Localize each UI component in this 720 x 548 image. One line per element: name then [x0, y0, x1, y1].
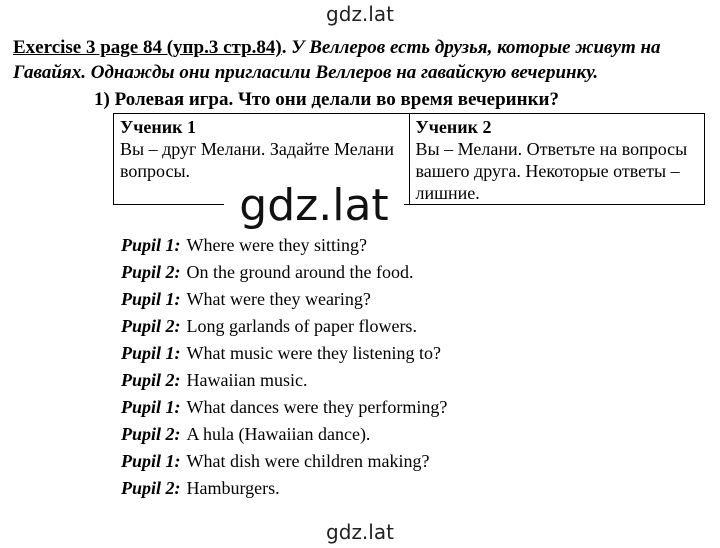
- speaker: Pupil 1:: [121, 451, 181, 471]
- line-text: What music were they listening to?: [186, 343, 441, 363]
- task-instruction: 1) Ролевая игра. Что они делали во время вечеринки?: [94, 89, 559, 110]
- dialogue: [121, 232, 711, 502]
- dialogue-line: [121, 313, 711, 340]
- dialogue-line: [121, 421, 711, 448]
- dialogue-line: [121, 448, 711, 475]
- speaker: Pupil 1:: [121, 289, 181, 309]
- dialogue-line: [121, 367, 711, 394]
- exercise-intro: У Веллеров есть друзья, которые живут на Гавайях. Однажды они пригласили Веллеров на гавайскую вечеринку.: [13, 37, 661, 83]
- speaker: Pupil 2:: [121, 316, 181, 336]
- watermark-center: gdz.lat: [224, 178, 404, 234]
- speaker: Pupil 1:: [121, 343, 181, 363]
- line-text: What dish were children making?: [186, 451, 430, 471]
- header-dot: .: [281, 37, 287, 58]
- dialogue-line: [121, 340, 711, 367]
- line-text: What dances were they performing?: [186, 397, 448, 417]
- watermark-top: gdz.lat: [326, 2, 394, 26]
- speaker: Pupil 2:: [121, 370, 181, 390]
- line-text: What were they wearing?: [186, 289, 371, 309]
- dialogue-line: [121, 286, 711, 313]
- watermark-bottom: gdz.lat: [326, 520, 394, 544]
- dialogue-line: [121, 475, 711, 502]
- dialogue-line: [121, 394, 711, 421]
- speaker: Pupil 1:: [121, 397, 181, 417]
- speaker: Pupil 1:: [121, 235, 181, 255]
- role-description: Вы – друг Мелани. Задайте Мелани вопросы.: [120, 139, 395, 181]
- dialogue-line: [121, 232, 711, 259]
- exercise-reference: Exercise 3 page 84 (упр.3 стр.84): [13, 37, 282, 58]
- line-text: On the ground around the food.: [186, 262, 414, 282]
- role-description: Вы – Мелани. Ответьте на вопросы вашего друга. Некоторые ответы – лишние.: [415, 139, 688, 203]
- role-title: Ученик 2: [415, 117, 492, 137]
- line-text: A hula (Hawaiian dance).: [186, 424, 371, 444]
- line-text: Hawaiian music.: [186, 370, 308, 390]
- role-cell-pupil-2: [409, 114, 705, 204]
- dialogue-line: [121, 259, 711, 286]
- role-table: [113, 113, 705, 205]
- speaker: Pupil 2:: [121, 424, 181, 444]
- speaker: Pupil 2:: [121, 478, 181, 498]
- line-text: Hamburgers.: [186, 478, 280, 498]
- line-text: Long garlands of paper flowers.: [186, 316, 417, 336]
- speaker: Pupil 2:: [121, 262, 181, 282]
- exercise-header: [13, 35, 713, 85]
- role-title: Ученик 1: [120, 117, 196, 137]
- line-text: Where were they sitting?: [186, 235, 367, 255]
